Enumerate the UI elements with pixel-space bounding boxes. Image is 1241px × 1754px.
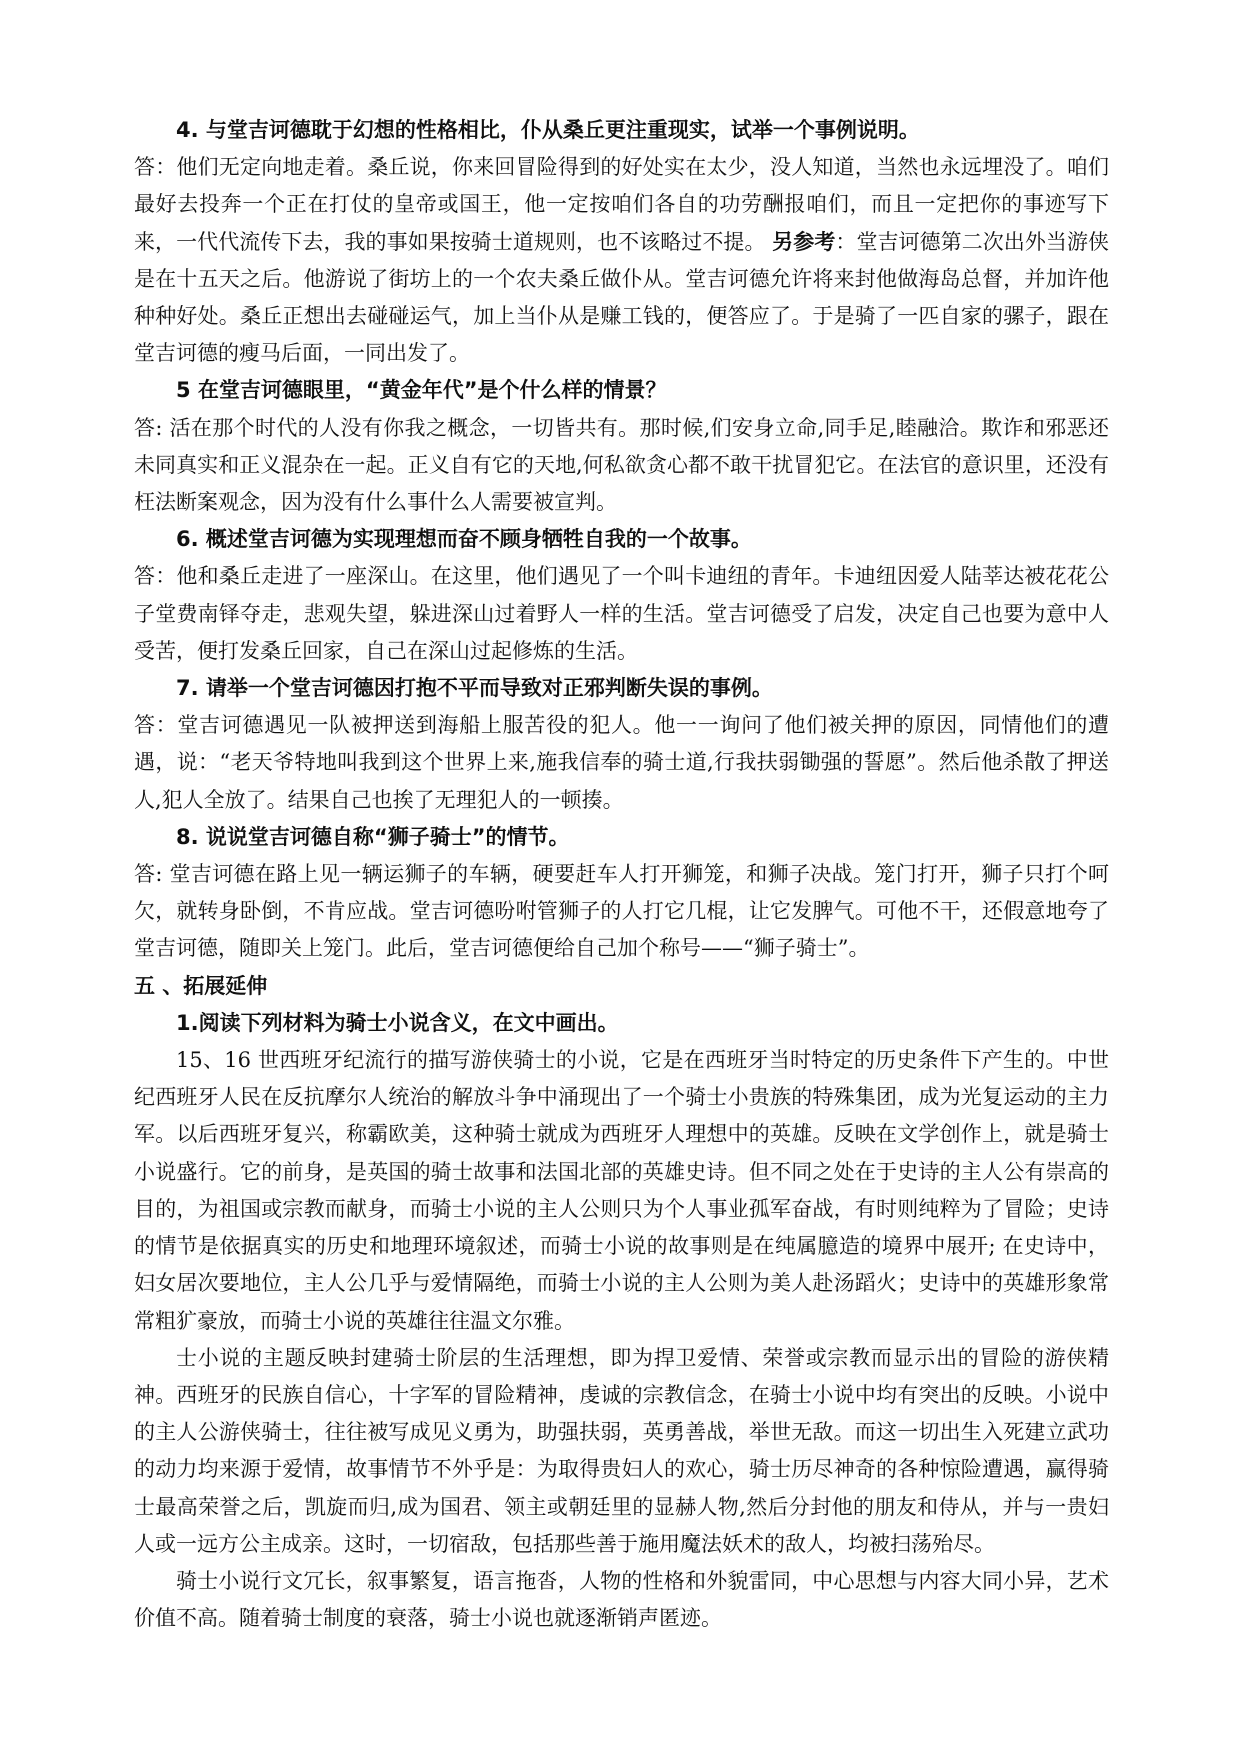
document-page: [134, 112, 1109, 1637]
question-6: 6. 概述堂吉诃德为实现理想而奋不顾身牺牲自我的一个故事。: [176, 527, 752, 552]
material-paragraph-3: 骑士小说行文冗长，叙事繁复，语言拖沓，人物的性格和外貌雷同，中心思想与内容大同小异，艺术价值不高。随着骑士制度的衰落，骑士小说也就逐渐销声匿迹。: [134, 1568, 1109, 1631]
section-heading: 五 、拓展延伸: [134, 973, 268, 998]
answer-4-reference: ：堂吉诃德第二次出外当游侠是在十五天之后。他游说了街坊上的一个农夫桑丘做仆从。堂吉诃德允许将来封他做海岛总督，并加许他种种好处。桑丘正想出去碰碰运气，加上当仆从是赚工钱的，便答应了。于是骑了一匹自家的骡子，跟在堂吉诃德的瘦马后面，一同出发了。: [134, 229, 1110, 366]
question-7: 7. 请举一个堂吉诃德因打抱不平而导致对正邪判断失误的事例。: [176, 676, 773, 701]
answer-7: 答：堂吉诃德遇见一队被押送到海船上服苦役的犯人。他一一询问了他们被关押的原因，同情他们的遭遇，说：“老天爷特地叫我到这个世界上来,施我信奉的骑士道,行我扶弱锄强的誓愿”。然后他杀散了押送人,犯人全放了。结果自己也挨了无理犯人的一顿揍。: [134, 713, 1109, 812]
answer-6: 答：他和桑丘走进了一座深山。在这里，他们遇见了一个叫卡迪纽的青年。卡迪纽因爱人陆莘达被花花公子堂费南铎夺走，悲观失望，躲进深山过着野人一样的生活。堂吉诃德受了启发，决定自己也要为意中人受苦，便打发桑丘回家，自己在深山过起修炼的生活。: [134, 564, 1109, 663]
material-paragraph-1: 15、16 世西班牙纪流行的描写游侠骑士的小说，它是在西班牙当时特定的历史条件下产生的。中世纪西班牙人民在反抗摩尔人统治的解放斗争中涌现出了一个骑士小贵族的特殊集团，成为光复运动的主力军。以后西班牙复兴，称霸欧美，这种骑士就成为西班牙人理想中的英雄。反映在文学创作上，就是骑士小说盛行。它的前身，是英国的骑士故事和法国北部的英雄史诗。但不同之处在于史诗的主人公有崇高的目的，为祖国或宗教而献身，而骑士小说的主人公则只为个人事业孤军奋战，有时则纯粹为了冒险；史诗的情节是依据真实的历史和地理环境叙述，而骑士小说的故事则是在纯属臆造的境界中展开; 在史诗中，妇女居次要地位，主人公几乎与爱情隔绝，而骑士小说的主人公则为美人赴汤蹈火；史诗中的英雄形象常常粗犷豪放，而骑士小说的英雄往往温文尔雅。: [134, 1048, 1109, 1333]
extension-task: 1.阅读下列材料为骑士小说含义，在文中画出。: [176, 1010, 619, 1035]
question-4: 4. 与堂吉诃德耽于幻想的性格相比，仆从桑丘更注重现实，试举一个事例说明。: [176, 118, 920, 142]
reference-label: 另参考: [772, 229, 836, 254]
question-8: 8. 说说堂吉诃德自称“狮子骑士”的情节。: [176, 824, 570, 849]
answer-4-text: 答：他们无定向地走着。桑丘说，你来回冒险得到的好处实在太少，没人知道，当然也永远埋没了。咱们最好去投奔一个正在打仗的皇帝或国王，他一定按咱们各自的功劳酬报咱们，而且一定把你的事迹写下来，一代代流传下去，我的事如果按骑士道规则，也不该略过不提。: [134, 155, 1109, 254]
answer-8: 答: 堂吉诃德在路上见一辆运狮子的车辆，硬要赶车人打开狮笼，和狮子决战。笼门打开，狮子只打个呵欠，就转身卧倒，不肯应战。堂吉诃德吩咐管狮子的人打它几棍，让它发脾气。可他不干，还假意地夸了堂吉诃德，随即关上笼门。此后，堂吉诃德便给自己加个称号——“狮子骑士”。: [134, 862, 1109, 961]
answer-4: [134, 149, 1109, 372]
question-5: 5 在堂吉诃德眼里，“黄金年代”是个什么样的情景？: [176, 378, 667, 403]
answer-5: 答: 活在那个时代的人没有你我之概念，一切皆共有。那时候,们安身立命,同手足,睦融洽。欺诈和邪恶还未同真实和正义混杂在一起。正义自有它的天地,何私欲贪心都不敢干扰冒犯它。在法官的意识里，还没有枉法断案观念，因为没有什么事什么人需要被宣判。: [134, 415, 1109, 515]
material-paragraph-2: 士小说的主题反映封建骑士阶层的生活理想，即为捍卫爱情、荣誉或宗教而显示出的冒险的游侠精神。西班牙的民族自信心，十字军的冒险精神，虔诚的宗教信念，在骑士小说中均有突出的反映。小说中的主人公游侠骑士，往往被写成见义勇为，助强扶弱，英勇善战，举世无敌。而这一切出生入死建立武功的动力均来源于爱情，故事情节不外乎是：为取得贵妇人的欢心，骑士历尽神奇的各种惊险遭遇，赢得骑士最高荣誉之后，凯旋而归,成为国君、领主或朝廷里的显赫人物,然后分封他的朋友和侍从，并与一贵妇人或一远方公主成亲。这时，一切宿敌，包括那些善于施用魔法妖术的敌人，均被扫荡殆尽。: [134, 1345, 1109, 1556]
